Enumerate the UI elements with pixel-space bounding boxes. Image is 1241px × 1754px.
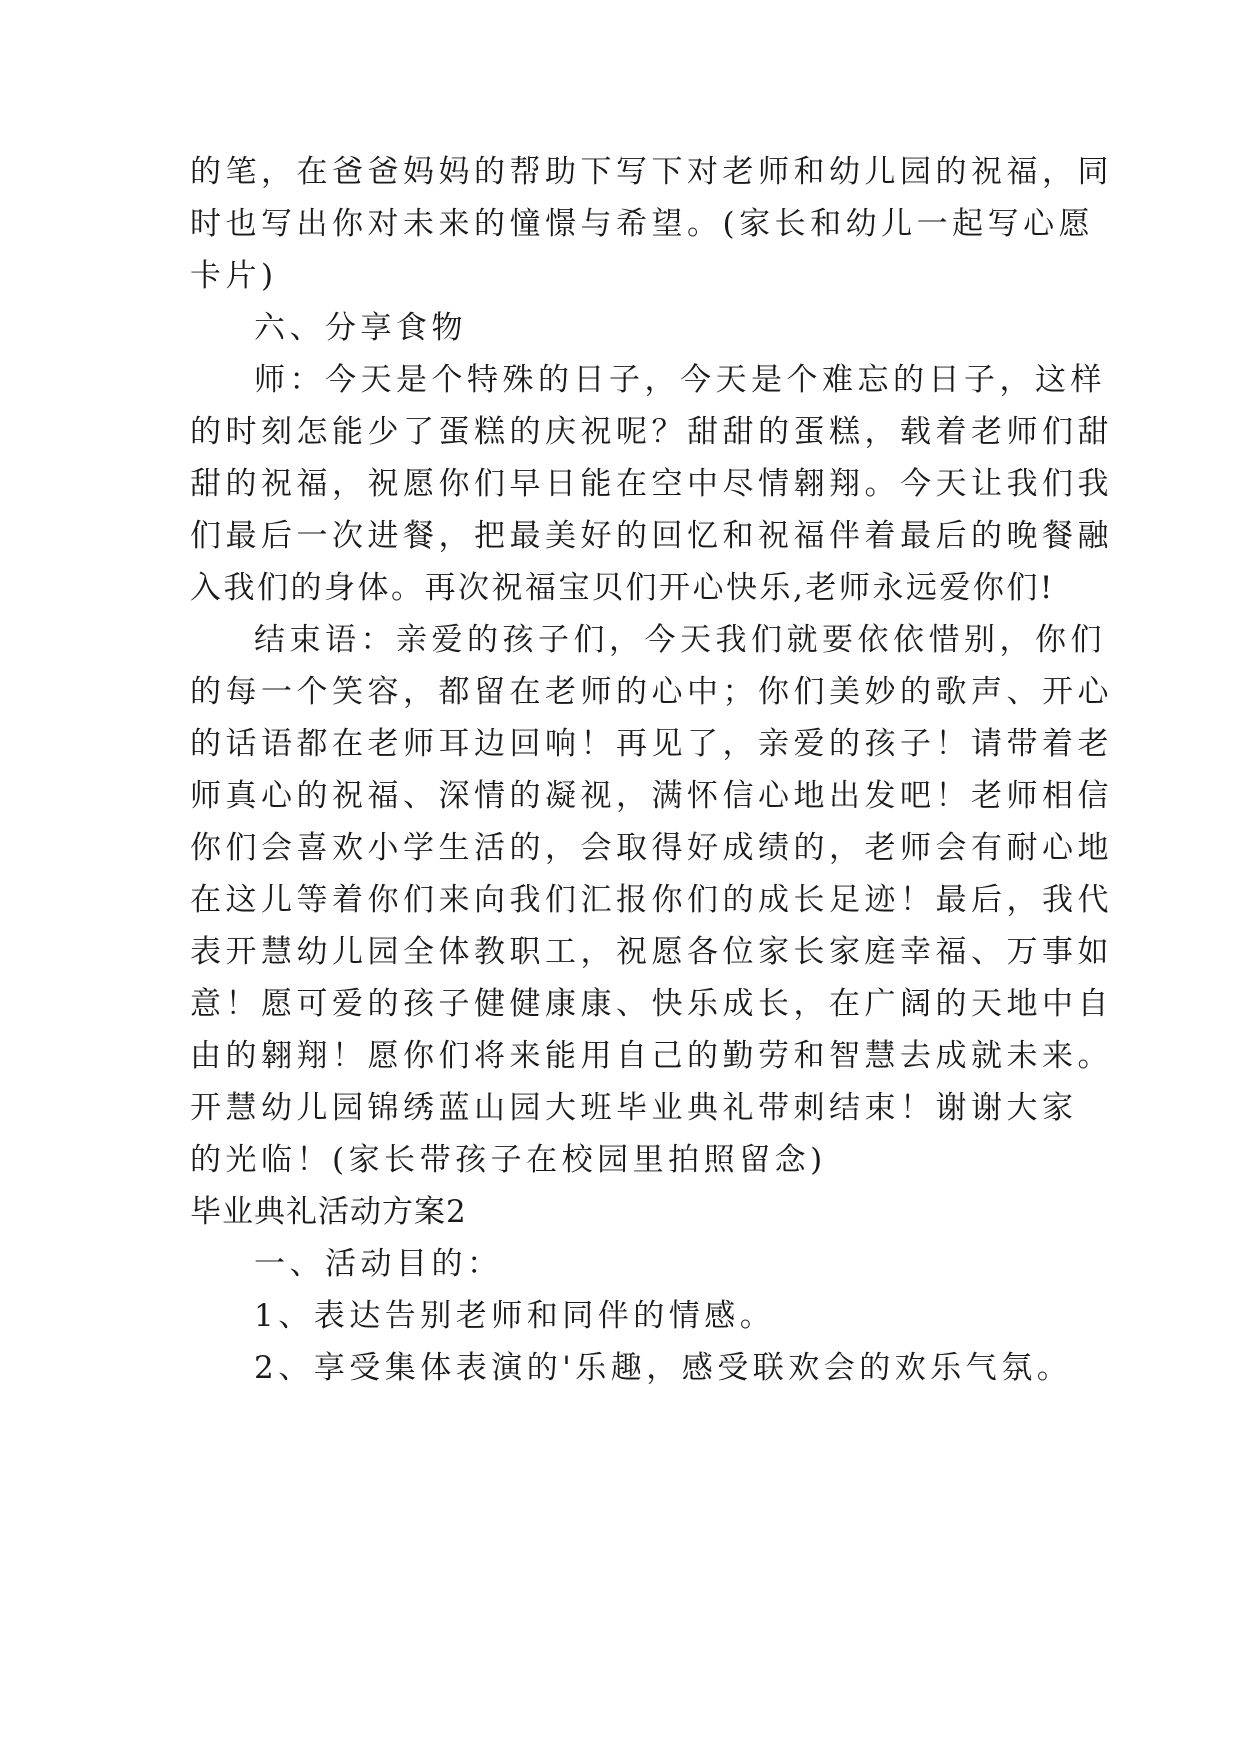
paragraph-line: 的话语都在老师耳边回响！再见了，亲爱的孩子！请带着老 <box>190 726 1113 762</box>
document-heading: 毕业典礼活动方案2 <box>190 1194 467 1230</box>
section-heading: 六、分享食物 <box>254 310 467 346</box>
paragraph-line: 卡片) <box>190 258 278 294</box>
list-item: 1、表达告别老师和同伴的情感。 <box>254 1298 776 1334</box>
paragraph-line: 你们会喜欢小学生活的，会取得好成绩的，老师会有耐心地 <box>190 830 1113 866</box>
paragraph-line: 的时刻怎能少了蛋糕的庆祝呢？甜甜的蛋糕，载着老师们甜 <box>190 414 1113 450</box>
paragraph-line: 结束语：亲爱的孩子们，今天我们就要依依惜别，你们 <box>254 622 1106 658</box>
section-heading: 一、活动目的： <box>254 1246 503 1282</box>
list-item: 2、享受集体表演的'乐趣，感受联欢会的欢乐气氛。 <box>254 1350 1073 1386</box>
paragraph-line: 师真心的祝福、深情的凝视，满怀信心地出发吧！老师相信 <box>190 778 1113 814</box>
paragraph-line: 的每一个笑容，都留在老师的心中；你们美妙的歌声、开心 <box>190 674 1113 710</box>
paragraph-line: 们最后一次进餐，把最美好的回忆和祝福伴着最后的晚餐融 <box>190 518 1113 554</box>
paragraph-line: 开慧幼儿园锦绣蓝山园大班毕业典礼带刺结束！谢谢大家 <box>190 1090 1078 1126</box>
paragraph-line: 在这儿等着你们来向我们汇报你们的成长足迹！最后，我代 <box>190 882 1113 918</box>
paragraph-line: 由的翱翔！愿你们将来能用自己的勤劳和智慧去成就未来。 <box>190 1038 1113 1074</box>
paragraph-line: 入我们的身体。再次祝福宝贝们开心快乐,老师永远爱你们! <box>190 570 1055 606</box>
paragraph-line: 甜的祝福，祝愿你们早日能在空中尽情翱翔。今天让我们我 <box>190 466 1113 502</box>
paragraph-line: 意！愿可爱的孩子健健康康、快乐成长，在广阔的天地中自 <box>190 986 1113 1022</box>
paragraph-line: 时也写出你对未来的憧憬与希望。(家长和幼儿一起写心愿 <box>190 206 1095 242</box>
paragraph-line: 师：今天是个特殊的日子，今天是个难忘的日子，这样 <box>254 362 1106 398</box>
paragraph-line: 的笔，在爸爸妈妈的帮助下写下对老师和幼儿园的祝福，同 <box>190 154 1113 190</box>
paragraph-line: 表开慧幼儿园全体教职工，祝愿各位家长家庭幸福、万事如 <box>190 934 1113 970</box>
paragraph-line: 的光临！(家长带孩子在校园里拍照留念) <box>190 1142 827 1178</box>
